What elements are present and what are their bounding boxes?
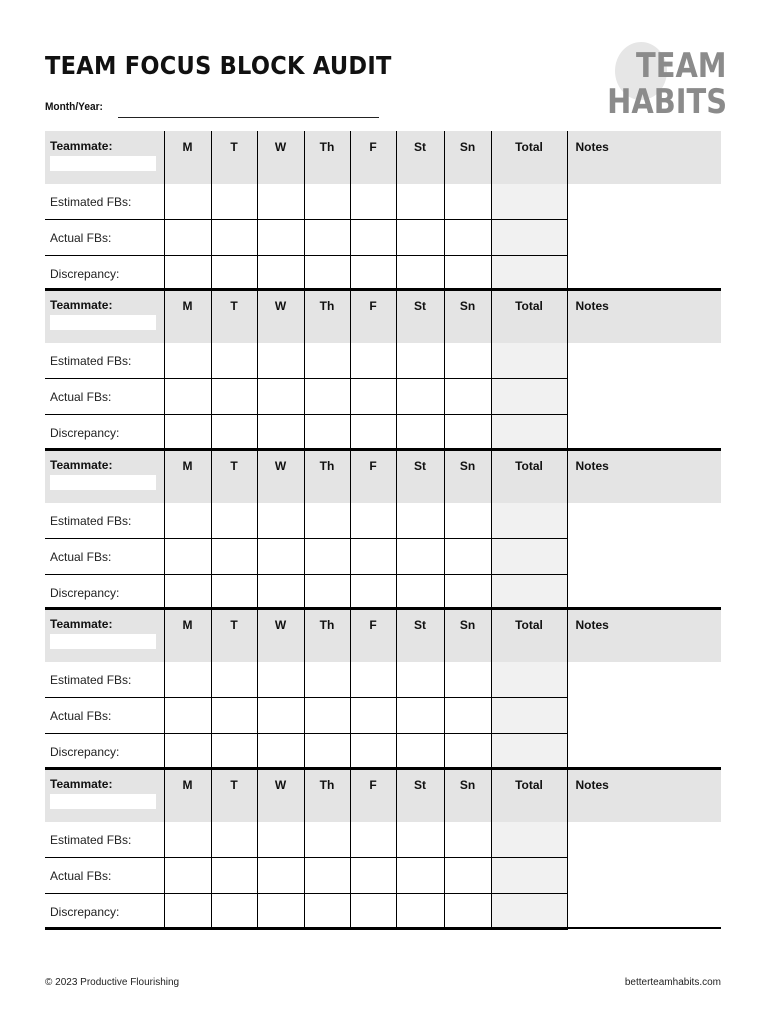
audit-table <box>45 131 721 292</box>
day-entry-cell[interactable] <box>304 343 350 379</box>
day-entry-cell[interactable] <box>304 503 350 539</box>
audit-table <box>45 450 721 611</box>
day-entry-cell[interactable] <box>444 894 491 930</box>
day-entry-cell[interactable] <box>444 379 491 415</box>
row-label: Discrepancy: <box>45 415 164 451</box>
day-entry-cell[interactable] <box>396 894 444 930</box>
day-entry-cell[interactable] <box>444 415 491 451</box>
audit-block <box>45 609 721 768</box>
team-habits-logo <box>607 40 727 125</box>
day-entry-cell[interactable] <box>350 256 396 292</box>
day-entry-cell[interactable] <box>164 415 211 451</box>
day-entry-cell[interactable] <box>350 539 396 575</box>
day-entry-cell[interactable] <box>304 894 350 930</box>
day-entry-cell[interactable] <box>444 734 491 770</box>
block-divider <box>45 288 721 291</box>
day-header: F <box>350 769 396 822</box>
notes-header: Notes <box>567 131 721 184</box>
day-entry-cell[interactable] <box>257 343 304 379</box>
notes-entry-cell[interactable] <box>567 822 721 930</box>
teammate-label: Teammate: <box>50 458 113 472</box>
table-row <box>45 822 721 858</box>
row-label: Discrepancy: <box>45 575 164 611</box>
day-entry-cell[interactable] <box>304 220 350 256</box>
notes-header: Notes <box>567 450 721 503</box>
total-entry-cell[interactable] <box>491 662 567 698</box>
day-entry-cell[interactable] <box>396 698 444 734</box>
teammate-label: Teammate: <box>50 617 113 631</box>
total-entry-cell[interactable] <box>491 379 567 415</box>
total-entry-cell[interactable] <box>491 894 567 930</box>
day-header: Sn <box>444 131 491 184</box>
day-entry-cell[interactable] <box>350 379 396 415</box>
day-entry-cell[interactable] <box>257 503 304 539</box>
block-divider <box>45 767 721 770</box>
row-label: Estimated FBs: <box>45 343 164 379</box>
day-entry-cell[interactable] <box>350 220 396 256</box>
day-entry-cell[interactable] <box>350 822 396 858</box>
row-label: Estimated FBs: <box>45 184 164 220</box>
audit-table <box>45 609 721 770</box>
day-header: T <box>211 769 257 822</box>
day-entry-cell[interactable] <box>257 539 304 575</box>
total-entry-cell[interactable] <box>491 184 567 220</box>
day-entry-cell[interactable] <box>257 822 304 858</box>
header-row <box>45 290 721 343</box>
row-label: Actual FBs: <box>45 220 164 256</box>
day-header: F <box>350 450 396 503</box>
day-entry-cell[interactable] <box>444 503 491 539</box>
day-entry-cell[interactable] <box>211 379 257 415</box>
day-header: F <box>350 290 396 343</box>
day-entry-cell[interactable] <box>444 256 491 292</box>
audit-block <box>45 131 721 290</box>
table-row <box>45 662 721 698</box>
row-label: Actual FBs: <box>45 858 164 894</box>
block-divider <box>45 448 721 451</box>
day-entry-cell[interactable] <box>211 503 257 539</box>
month-year-label: Month/Year: <box>45 101 103 113</box>
teammate-label: Teammate: <box>50 139 113 153</box>
day-entry-cell[interactable] <box>350 734 396 770</box>
day-entry-cell[interactable] <box>211 662 257 698</box>
total-header: Total <box>491 290 567 343</box>
day-entry-cell[interactable] <box>257 184 304 220</box>
day-header: St <box>396 609 444 662</box>
day-entry-cell[interactable] <box>257 662 304 698</box>
header-row <box>45 450 721 503</box>
day-entry-cell[interactable] <box>444 698 491 734</box>
day-header: Sn <box>444 450 491 503</box>
day-header: W <box>257 450 304 503</box>
day-header: M <box>164 450 211 503</box>
day-header: St <box>396 769 444 822</box>
day-entry-cell[interactable] <box>396 539 444 575</box>
total-entry-cell[interactable] <box>491 858 567 894</box>
notes-entry-cell[interactable] <box>567 503 721 611</box>
teammate-name-field[interactable] <box>50 634 156 649</box>
day-entry-cell[interactable] <box>211 698 257 734</box>
audit-block <box>45 450 721 609</box>
day-entry-cell[interactable] <box>350 575 396 611</box>
day-entry-cell[interactable] <box>444 662 491 698</box>
day-header: W <box>257 769 304 822</box>
day-header: St <box>396 290 444 343</box>
logo-text-line1: TEAM <box>636 46 727 86</box>
day-entry-cell[interactable] <box>350 698 396 734</box>
day-entry-cell[interactable] <box>257 415 304 451</box>
day-entry-cell[interactable] <box>396 220 444 256</box>
day-entry-cell[interactable] <box>444 343 491 379</box>
teammate-cell <box>45 609 164 662</box>
notes-entry-cell[interactable] <box>567 184 721 292</box>
table-row <box>45 184 721 220</box>
total-entry-cell[interactable] <box>491 539 567 575</box>
day-entry-cell[interactable] <box>211 894 257 930</box>
day-entry-cell[interactable] <box>304 184 350 220</box>
day-entry-cell[interactable] <box>396 662 444 698</box>
day-entry-cell[interactable] <box>257 698 304 734</box>
audit-table <box>45 769 721 930</box>
day-header: St <box>396 450 444 503</box>
day-header: Th <box>304 609 350 662</box>
notes-header: Notes <box>567 609 721 662</box>
day-entry-cell[interactable] <box>304 256 350 292</box>
day-entry-cell[interactable] <box>350 894 396 930</box>
day-entry-cell[interactable] <box>257 379 304 415</box>
day-entry-cell[interactable] <box>396 379 444 415</box>
day-entry-cell[interactable] <box>211 858 257 894</box>
day-header: Th <box>304 290 350 343</box>
teammate-label: Teammate: <box>50 298 113 312</box>
table-row <box>45 503 721 539</box>
notes-header: Notes <box>567 769 721 822</box>
row-label: Discrepancy: <box>45 256 164 292</box>
day-entry-cell[interactable] <box>304 698 350 734</box>
day-entry-cell[interactable] <box>304 575 350 611</box>
day-entry-cell[interactable] <box>350 503 396 539</box>
day-entry-cell[interactable] <box>304 734 350 770</box>
audit-block <box>45 290 721 449</box>
day-entry-cell[interactable] <box>444 858 491 894</box>
day-header: Sn <box>444 769 491 822</box>
day-header: M <box>164 769 211 822</box>
day-header: T <box>211 290 257 343</box>
day-header: Sn <box>444 609 491 662</box>
day-entry-cell[interactable] <box>211 343 257 379</box>
day-entry-cell[interactable] <box>304 539 350 575</box>
day-header: Th <box>304 131 350 184</box>
total-header: Total <box>491 769 567 822</box>
logo-text-line2: HABITS <box>607 82 727 122</box>
day-entry-cell[interactable] <box>396 415 444 451</box>
teammate-name-field[interactable] <box>50 156 156 171</box>
day-entry-cell[interactable] <box>396 734 444 770</box>
teammate-name-field[interactable] <box>50 794 156 809</box>
total-entry-cell[interactable] <box>491 343 567 379</box>
day-header: M <box>164 609 211 662</box>
day-entry-cell[interactable] <box>164 220 211 256</box>
day-header: M <box>164 131 211 184</box>
header-row <box>45 609 721 662</box>
day-header: W <box>257 131 304 184</box>
day-entry-cell[interactable] <box>304 822 350 858</box>
day-entry-cell[interactable] <box>164 734 211 770</box>
day-entry-cell[interactable] <box>164 379 211 415</box>
table-bottom-rule <box>45 927 721 929</box>
day-entry-cell[interactable] <box>304 858 350 894</box>
notes-entry-cell[interactable] <box>567 343 721 451</box>
audit-block <box>45 769 721 928</box>
day-entry-cell[interactable] <box>257 858 304 894</box>
day-entry-cell[interactable] <box>396 822 444 858</box>
total-entry-cell[interactable] <box>491 575 567 611</box>
total-entry-cell[interactable] <box>491 698 567 734</box>
day-entry-cell[interactable] <box>396 858 444 894</box>
row-label: Actual FBs: <box>45 539 164 575</box>
day-entry-cell[interactable] <box>211 220 257 256</box>
day-header: W <box>257 290 304 343</box>
teammate-name-field[interactable] <box>50 475 156 490</box>
day-entry-cell[interactable] <box>211 575 257 611</box>
day-entry-cell[interactable] <box>396 503 444 539</box>
row-label: Actual FBs: <box>45 379 164 415</box>
day-entry-cell[interactable] <box>257 256 304 292</box>
day-entry-cell[interactable] <box>164 698 211 734</box>
day-header: T <box>211 609 257 662</box>
day-header: T <box>211 131 257 184</box>
audit-table <box>45 290 721 451</box>
day-entry-cell[interactable] <box>350 343 396 379</box>
day-header: M <box>164 290 211 343</box>
teammate-label: Teammate: <box>50 777 113 791</box>
day-entry-cell[interactable] <box>164 858 211 894</box>
block-divider <box>45 607 721 610</box>
day-entry-cell[interactable] <box>444 575 491 611</box>
day-entry-cell[interactable] <box>396 184 444 220</box>
day-entry-cell[interactable] <box>211 539 257 575</box>
teammate-cell <box>45 290 164 343</box>
day-entry-cell[interactable] <box>396 256 444 292</box>
total-header: Total <box>491 450 567 503</box>
day-header: F <box>350 131 396 184</box>
day-entry-cell[interactable] <box>396 343 444 379</box>
day-entry-cell[interactable] <box>304 379 350 415</box>
row-label: Discrepancy: <box>45 734 164 770</box>
teammate-cell <box>45 769 164 822</box>
day-entry-cell[interactable] <box>164 575 211 611</box>
total-entry-cell[interactable] <box>491 822 567 858</box>
day-entry-cell[interactable] <box>164 662 211 698</box>
day-entry-cell[interactable] <box>444 184 491 220</box>
day-entry-cell[interactable] <box>350 662 396 698</box>
day-header: T <box>211 450 257 503</box>
day-entry-cell[interactable] <box>444 539 491 575</box>
day-entry-cell[interactable] <box>164 822 211 858</box>
day-entry-cell[interactable] <box>211 256 257 292</box>
day-header: Sn <box>444 290 491 343</box>
day-entry-cell[interactable] <box>444 822 491 858</box>
day-header: Th <box>304 769 350 822</box>
row-label: Estimated FBs: <box>45 662 164 698</box>
day-entry-cell[interactable] <box>304 415 350 451</box>
day-entry-cell[interactable] <box>350 184 396 220</box>
month-year-field[interactable] <box>118 117 379 118</box>
row-label: Actual FBs: <box>45 698 164 734</box>
row-label: Estimated FBs: <box>45 822 164 858</box>
row-label: Estimated FBs: <box>45 503 164 539</box>
day-entry-cell[interactable] <box>164 184 211 220</box>
footer-copyright: © 2023 Productive Flourishing <box>45 977 180 988</box>
day-entry-cell[interactable] <box>211 734 257 770</box>
day-entry-cell[interactable] <box>350 858 396 894</box>
total-entry-cell[interactable] <box>491 256 567 292</box>
day-entry-cell[interactable] <box>350 415 396 451</box>
day-header: Th <box>304 450 350 503</box>
day-entry-cell[interactable] <box>164 256 211 292</box>
total-header: Total <box>491 131 567 184</box>
day-entry-cell[interactable] <box>164 894 211 930</box>
header-row <box>45 131 721 184</box>
day-header: F <box>350 609 396 662</box>
day-entry-cell[interactable] <box>164 503 211 539</box>
day-entry-cell[interactable] <box>164 539 211 575</box>
notes-header: Notes <box>567 290 721 343</box>
footer-website: betterteamhabits.com <box>624 977 721 988</box>
day-entry-cell[interactable] <box>164 343 211 379</box>
teammate-cell <box>45 450 164 503</box>
total-entry-cell[interactable] <box>491 734 567 770</box>
total-entry-cell[interactable] <box>491 415 567 451</box>
day-entry-cell[interactable] <box>257 894 304 930</box>
page-title: TEAM FOCUS BLOCK AUDIT <box>45 51 392 80</box>
day-header: St <box>396 131 444 184</box>
total-header: Total <box>491 609 567 662</box>
day-entry-cell[interactable] <box>257 734 304 770</box>
notes-entry-cell[interactable] <box>567 662 721 770</box>
header-row <box>45 769 721 822</box>
day-entry-cell[interactable] <box>211 822 257 858</box>
day-entry-cell[interactable] <box>444 220 491 256</box>
total-entry-cell[interactable] <box>491 220 567 256</box>
table-row <box>45 343 721 379</box>
teammate-cell <box>45 131 164 184</box>
day-entry-cell[interactable] <box>257 575 304 611</box>
day-entry-cell[interactable] <box>211 184 257 220</box>
day-entry-cell[interactable] <box>257 220 304 256</box>
total-entry-cell[interactable] <box>491 503 567 539</box>
day-entry-cell[interactable] <box>211 415 257 451</box>
teammate-name-field[interactable] <box>50 315 156 330</box>
day-entry-cell[interactable] <box>304 662 350 698</box>
row-label: Discrepancy: <box>45 894 164 930</box>
day-entry-cell[interactable] <box>396 575 444 611</box>
day-header: W <box>257 609 304 662</box>
